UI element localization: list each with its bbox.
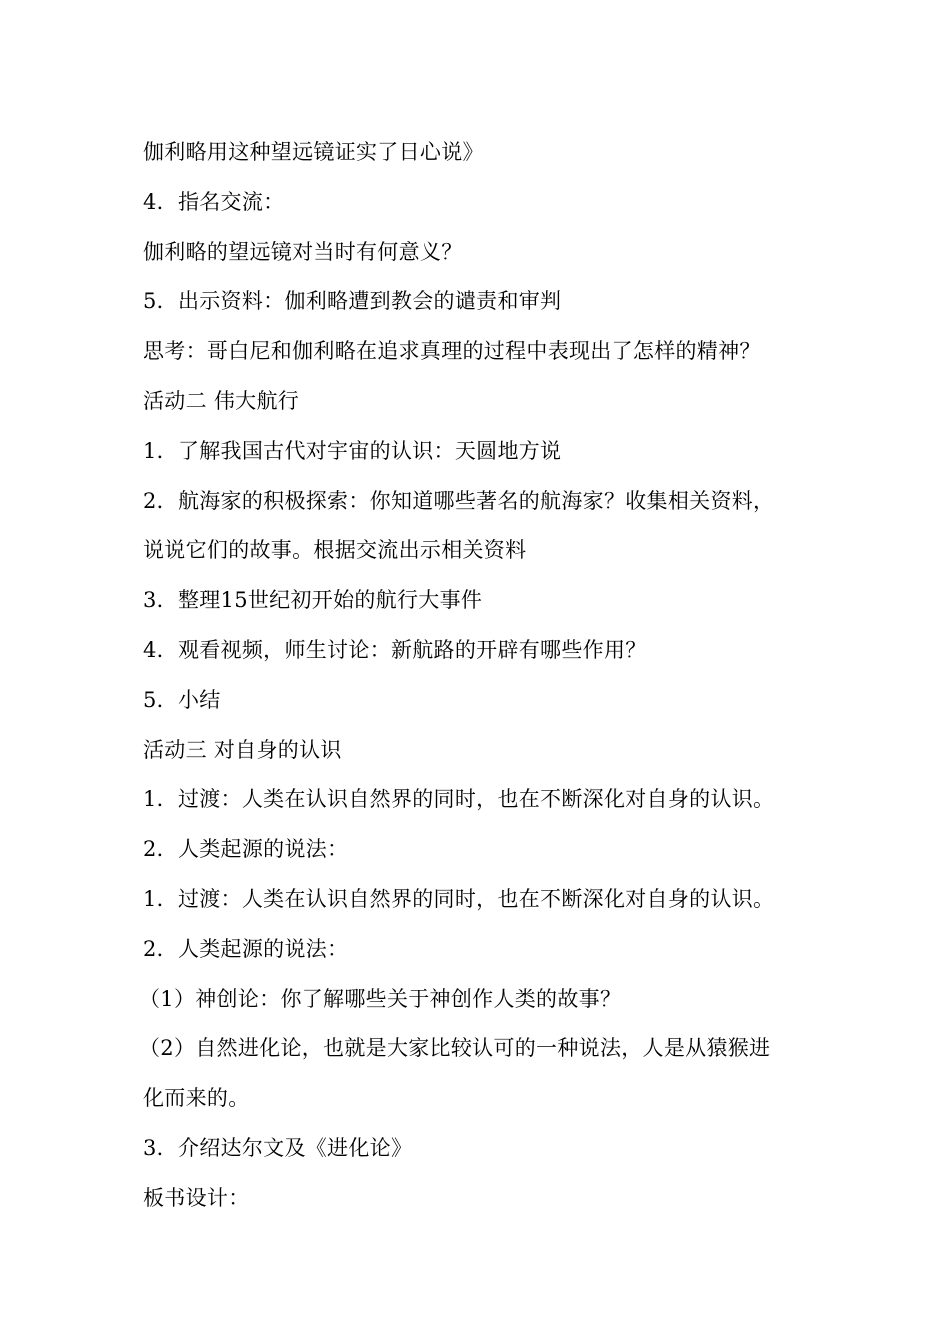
text-line: 思考：哥白尼和伽利略在追求真理的过程中表现出了怎样的精神？ (143, 339, 761, 364)
text-line: 5．小结 (143, 687, 221, 712)
text-line: 化而来的。 (143, 1086, 250, 1111)
text-line: 1．过渡：人类在认识自然界的同时，也在不断深化对自身的认识。 (143, 787, 775, 812)
text-line: 4．指名交流： (143, 189, 285, 214)
text-line: 4．观看视频，师生讨论：新航路的开辟有哪些作用？ (143, 637, 647, 662)
text-line: 2．人类起源的说法： (143, 936, 349, 961)
text-line: 伽利略的望远镜对当时有何意义？ (143, 239, 463, 264)
text-line: （2）自然进化论，也就是大家比较认可的一种说法，人是从猿猴进 (139, 1036, 771, 1061)
text-line: 说说它们的故事。根据交流出示相关资料 (143, 538, 527, 563)
document-body (139, 128, 823, 1224)
text-line: 3．整理15世纪初开始的航行大事件 (143, 588, 483, 613)
section-heading: 活动二 伟大航行 (143, 388, 300, 413)
text-line: 2．航海家的积极探索：你知道哪些著名的航海家？收集相关资料， (143, 488, 775, 513)
text-line: 3．介绍达尔文及《进化论》 (143, 1135, 413, 1160)
text-line: 2．人类起源的说法： (143, 837, 349, 862)
text-line: 伽利略用这种望远镜证实了日心说》 (143, 140, 484, 164)
text-line: 板书设计： (143, 1185, 250, 1210)
text-line: （1）神创论：你了解哪些关于神创作人类的故事？ (139, 986, 622, 1011)
text-line: 5．出示资料：伽利略遭到教会的谴责和审判 (143, 289, 562, 314)
text-line: 1．了解我国古代对宇宙的认识：天圆地方说 (143, 438, 562, 463)
section-heading: 活动三 对自身的认识 (143, 737, 342, 762)
text-line: 1．过渡：人类在认识自然界的同时，也在不断深化对自身的认识。 (143, 886, 775, 911)
